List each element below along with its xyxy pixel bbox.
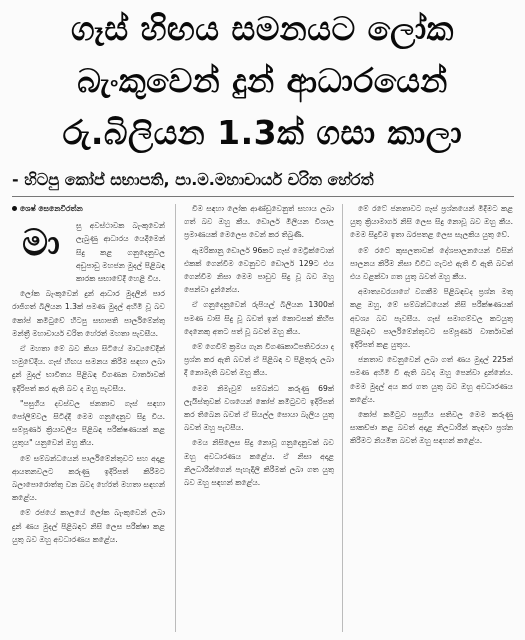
paragraph: ලෝක බැංකුවෙන් දුන් ආධාර මුදලින් පාර රාජිගත් බිලියන 1.3ක් පමණ මුදල් අහිමි වූ බව කෝප් කමිටුවේ හිටපු සභාපති පාර්ලිමේන්තු මන්ත්‍රී මහාචාර්ය චරිත හේරත් මහතා පැවසීය. [12, 289, 165, 338]
paragraph: මේ සම්බන්ධයෙන් පාර්ලිමේන්තුවට සහ අදාළ ආයතනවලට කරුණු ඉදිරිපත් කිරීමට බලාපොරොත්තු වන බවද හේරත් මහතා සඳහන් කළේය. [12, 453, 165, 503]
paragraph: සු අවස්ථාවක බැංකුවෙන් ලැබුණු ආධාරය යෙදීමෙන් සිදු කළ ගනුදෙනුවල අඩුපාඩු මහජන මුදල් පිළිබඳ කාරක සභාවේදී හෙළි විය. [76, 221, 165, 284]
paragraph: ඇමරිකානු ඩොලර් 96කට ගෑස් මෙට්‍රික්ටොන් එකක් ගෙන්වීම වෙනුවට ඩොලර් 129ට එය ගෙන්වීම නිසා මෙම පාඩුව සිදු වූ බව ඔහු පෙන්වා දුන්නේය. [184, 245, 334, 295]
drop-cap: මා [22, 223, 60, 265]
byline-author: ශෙෂ් සෙනෙවිරත්න [20, 204, 83, 213]
paragraph: ඒ ගනුදෙනුවෙන් රුපියල් බිලියන 1300ක් පමණ වාසි සිදු වූ බවත් ඉන් කොටසක් කිහිප දෙනෙකු අතට පත් වූ බවත් ඔහු කීය. [184, 300, 334, 336]
paragraph: "පසුගිය දවස්වල ජනතාව ගෑස් සඳහා පෝලිම්වල සිටිද්දී මෙම ගනුදෙනුව සිදු විය. සම්පූර්ණ ක්‍රියාවලිය පිළිබඳ පරීක්ෂණයක් කළ යුතුය" යනුවෙන් ඔහු කීය. [12, 398, 165, 448]
column-divider [175, 204, 176, 632]
paragraph: මේ රටේ ජනතාවට ගෑස් ප්‍රශ්නයෙන් මිදීමට කළ යුතු ක්‍රියාමාර්ග නිසි ලෙස සිදු නොවූ බව ඔහු කීය. මෙම සිදුවීම ඉතා බරපතළ ලෙස සැලකිය යුතු වේ. [350, 204, 513, 240]
subheadline: - හිටපු කෝප් සභාපති, පා.ම.මහාචාර්ය චරිත හේරත් [12, 170, 374, 189]
article-column-3 [350, 202, 513, 634]
paragraph: මේ ගෙවීම් ක්‍රමය ගැන විගණකාධිපතිවරයා ද ප්‍රශ්න කර ඇති බවත් ඒ පිළිබඳ ව පිළිතුරු ලබා දී නොමැති බවත් ඔහු කීය. [184, 342, 334, 378]
paragraph: ජනතාව වෙනුවෙන් ලබා ගත් ණය මුදල් 225ක් පමණ අහිමි වී ඇති බවද ඔහු පෙන්වා දුන්නේය. මෙම මුදල් අය කර ගත යුතු බව ඔහු අවධාරණය කළේය. [350, 355, 513, 404]
bullet-icon [12, 206, 17, 211]
paragraph: විම සඳහා ලෝක ආණ්ඩුවෙනුත් සහාය ලබා ගත් බව ඔහු කීය. ඩොලර් මිලියන විශාල ප්‍රමාණයක් මෙලෙස වෙන් කර තිබුණි. [184, 204, 334, 240]
paragraph: මේ රටේ කුසලතාවක් දේශපාලනයෙන් විසින් පාලනය කිරීම නිසා විවිධ ගැටළු ඇති වී ඇති බවත් එය වළක්වා ගත යුතු බවත් ඔහු කීය. [350, 245, 513, 282]
paragraph: ඒ මහතා මේ බව කියා සිටියේ මාධ්‍යවේදීන් හමුවේදීය. ගෑස් හිඟය සමනය කිරීම සඳහා ලබා දුන් මුදල් භාවිතය පිළිබඳ විගණන වාර්තාවක් ඉදිරිපත් කර ඇති බව ද ඔහු පැවසීය. [12, 344, 165, 393]
byline [12, 202, 165, 215]
paragraph: මෙම නිමැවුම් සම්බන්ධ කරුණු 69ක් ලැයිස්තුවක් වශයෙන් කෝප් කමිටුවට ඉදිරිපත් කර තිබෙන බවත් ඒ සියල්ල සොයා බැලිය යුතු බවත් ඔහු පැවසීය. [184, 383, 334, 433]
column-divider [342, 204, 343, 632]
paragraph: මේ රජයේ කාලයේ ලෝක බැංකුවෙන් ලබා දුන් ණය මුදල් පිළිබඳව නිසි ලෙස පරීක්ෂා කළ යුතු බව ඔහු අවධාරණය කළේය. [12, 508, 165, 544]
paragraph: මෙය නිසිලෙස සිදු නොවූ ගනුදෙනුවක් බව ඔහු අවධාරණය කළේය. ඒ නිසා අදාළ නිලධාරීන්ගෙන් පැහැදිලි කිරීමක් ලබා ගත යුතු බව ඔහු සඳහන් කළේය. [184, 438, 334, 488]
paragraph: කෝප් කමිටුව පසුගිය සතිවල මෙම කරුණු සාකච්ඡා කළ බවත් අදාළ නිලධාරීන් කැඳවා ප්‍රශ්න කිරීමට නියමිත බවත් ඔහු සඳහන් කළේය. [350, 410, 513, 446]
article-column-1 [12, 202, 165, 634]
article-column-2 [184, 202, 334, 634]
divider [12, 196, 514, 197]
headline-line-2: බැංකුවෙන් දුන් ආධාරයෙන් [77, 61, 448, 100]
paragraph: අමාත්‍යවරයාගේ වගකීම පිළිබඳවද ප්‍රශ්න මතු කළ ඔහු, මේ සම්බන්ධයෙන් නිසි පරීක්ෂණයක් අවශ්‍ය බව පැවසීය. ගෑස් සමාගම්වල කටයුතු පිළිබඳව පාර්ලිමේන්තුවට සම්පූර්ණ වාර්තාවක් ඉදිරිපත් කළ යුතුය. [350, 287, 513, 350]
headline-line-1: ගෑස් හිඟය සමනයට ලෝක [71, 9, 454, 48]
headline-line-3: රු.බිලියන 1.3ක් ගසා කාලා [62, 113, 463, 152]
